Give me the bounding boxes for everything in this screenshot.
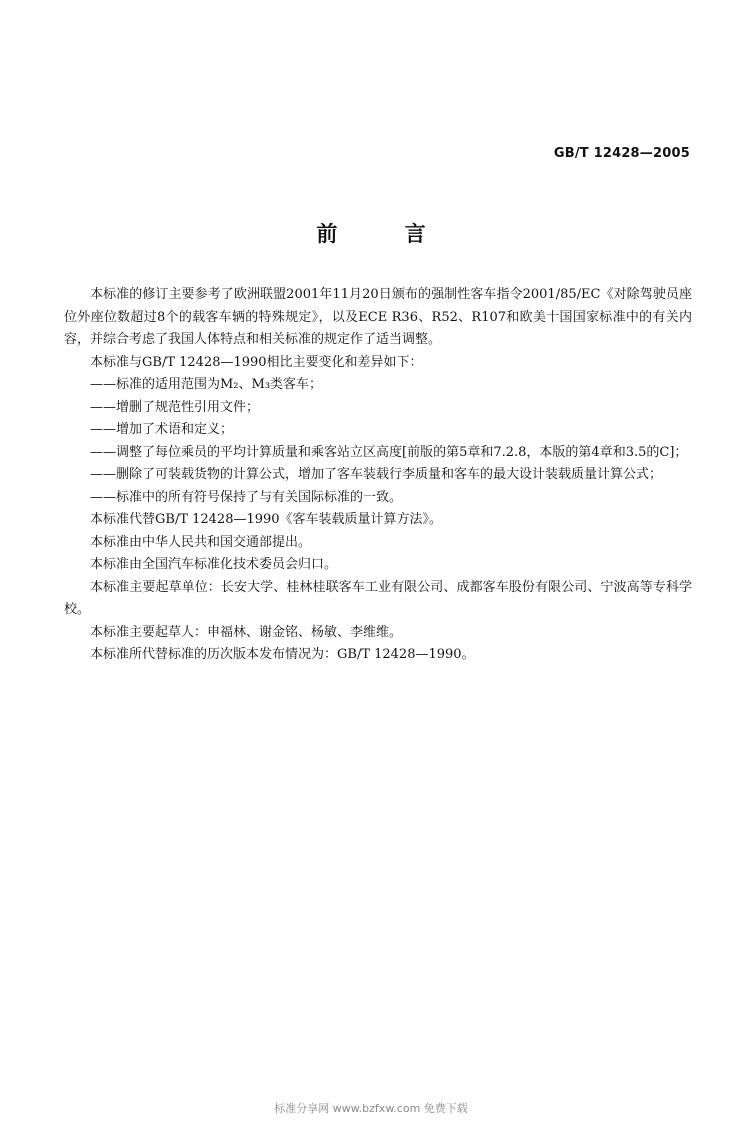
drafters-paragraph: 本标准主要起草人：申福林、谢金铭、杨敏、李维维。 [90, 624, 403, 640]
change-item-symbols: ——标准中的所有符号保持了与有关国际标准的一致。 [90, 489, 403, 505]
change-item-mass-height: ——调整了每位乘员的平均计算质量和乘客站立区高度[前版的第5章和7.2.8，本版的第4章和3.5的C]； [90, 444, 688, 460]
change-item-formulas: ——删除了可装载货物的计算公式，增加了客车装载行李质量和客车的最大设计装载质量计算公式； [90, 467, 663, 482]
change-item-terms: ——增加了术语和定义； [90, 422, 234, 437]
intro-paragraph: 本标准的修订主要参考了欧洲联盟2001年11月20日颁布的强制性客车指令2001/85/EC《对除驾驶员座位外座位数超过8个的载客车辆的特殊规定》，以及ECE R36、R52、R107和欧美十国国家标准中的有关内容，并综合考虑了我国人体特点和相关标准的规定作了适当调整。 [64, 287, 692, 347]
centralized-by-paragraph: 本标准由全国汽车标准化技术委员会归口。 [90, 557, 338, 572]
footer-watermark: 标准分享网 www.bzfxw.com 免费下载 [274, 1102, 468, 1115]
change-item-references: ——增删了规范性引用文件； [90, 399, 260, 415]
change-item-scope: ——标准的适用范围为M₂、M₃类客车； [90, 377, 323, 392]
drafting-units-paragraph: 本标准主要起草单位：长安大学、桂林桂联客车工业有限公司、成都客车股份有限公司、宁波高等专科学校。 [64, 579, 692, 617]
preface-body [64, 284, 692, 667]
page-title: 前 言 [316, 222, 456, 246]
history-paragraph: 本标准所代替标准的历次版本发布情况为：GB/T 12428—1990。 [90, 647, 475, 662]
replaces-paragraph: 本标准代替GB/T 12428—1990《客车装载质量计算方法》。 [90, 512, 443, 527]
proposed-by-paragraph: 本标准由中华人民共和国交通部提出。 [90, 534, 312, 550]
changes-intro-paragraph: 本标准与GB/T 12428—1990相比主要变化和差异如下： [90, 354, 423, 370]
standard-code: GB/T 12428—2005 [553, 146, 690, 161]
